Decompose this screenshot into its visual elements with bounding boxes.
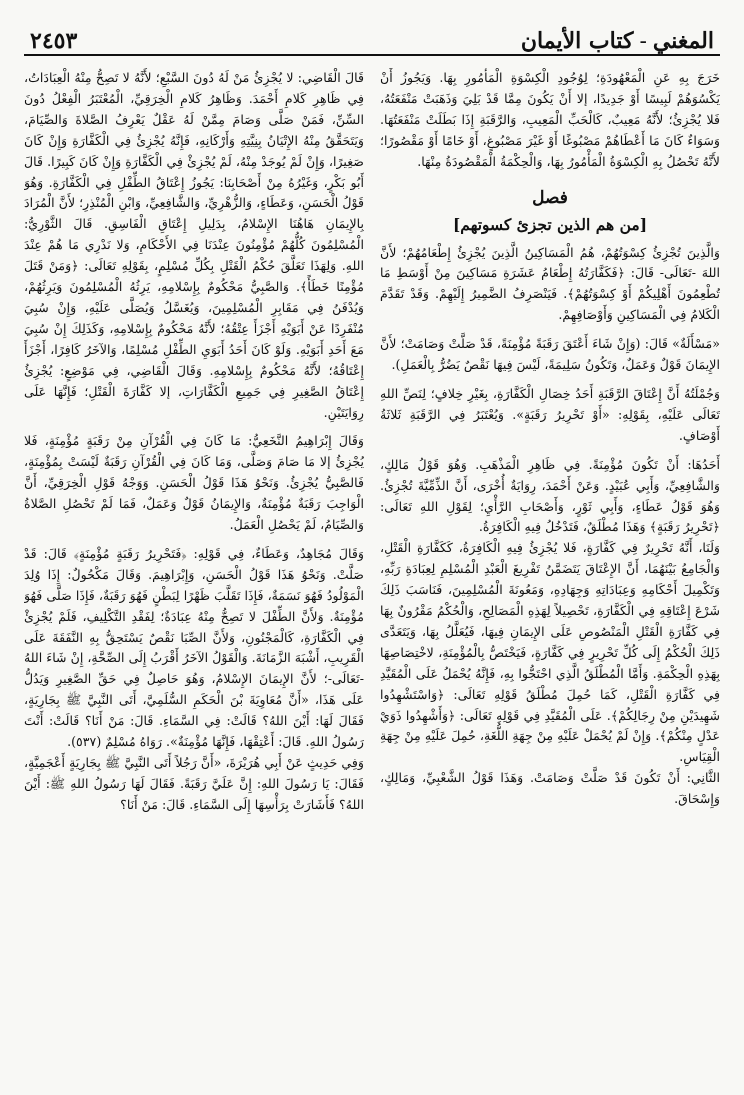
- left-paragraph: وَقَالَ مُجَاهِدٌ، وَعَطَاءٌ، فِي قَوْلِهِ: ﴿فَتَحْرِيرُ رَقَبَةٍ مُؤْمِنَةٍ﴾ قَالَ: قَدْ صَلَّتْ. وَنَحْوُ هَذَا قَوْلُ الْحَسَنِ، وَإِبْرَاهِيمَ. وَقَالَ مَكْحُولٌ: إِذَا وُلِدَ الْمَوْلُودُ فَهُوَ نَسَمَةٌ، فَإِذَا تَقَلَّبَ ظَهْرًا لِبَطْنٍ فَهُوَ رَقَبَةٌ، فَإِذَا صَلَّى فَهُوَ مُؤْمِنَةٌ. وَلأَنَّ الطِّفْلَ لا تَصِحُّ مِنْهُ عِبَادَةٌ؛ لِفَقْدِ التَّكْلِيفِ، فَلَمْ يُجْزِئْ فِي الْكَفَّارَةِ، كَالْمَجْنُونِ، وَلأَنَّ الصِّبَا نَقْصٌ يَسْتَحِقُّ بِهِ النَّفَقَةَ عَلَى الْقَرِيبِ، أَشْبَهَ الزَّمَانَةَ. وَالْقَوْلُ الآخَرُ أَقْرَبُ إِلَى الصِّحَّةِ، إِنْ شَاءَ اللهُ -تَعَالَى-؛ لأَنَّ الإِيمَانَ الإِسْلامُ، وَهُوَ حَاصِلٌ فِي حَقِّ الصَّغِيرِ وَيَدُلُّ عَلَى هَذَا، «أَنَّ مُعَاوِيَةَ بْنَ الْحَكَمِ السُّلَمِيَّ، أَتَى النَّبِيَّ ﷺ بِجَارِيَةٍ، فَقَالَ لَهَا: أَيْنَ اللهُ؟ قَالَتْ: فِي السَّمَاءِ. قَالَ: مَنْ أَنَا؟ قَالَتْ: أَنْتَ رَسُولُ اللهِ. قَالَ: أَعْتِقْهَا، فَإِنَّهَا مُؤْمِنَةٌ». رَوَاهُ مُسْلِمٌ (٥٣٧).: [24, 545, 364, 750]
- right-paragraph: الثَّانِي: أَنْ تَكُونَ قَدْ صَلَّتْ وَصَامَتْ. وَهَذَا قَوْلُ الشَّعْبِيِّ، وَمَالِكٍ، وَإِسْحَاقَ.: [380, 770, 720, 807]
- page-header: [24, 20, 720, 56]
- section-heading: فصل: [532, 187, 568, 208]
- book-name: المغني: [652, 28, 714, 54]
- section-subheading: [من هم الذين تجزئ كسوتهم]: [452, 214, 648, 234]
- chapter-name: كتاب الأيمان: [520, 28, 634, 54]
- right-paragraph: وَلَنَا، أَنَّهُ تَحْرِيرٌ فِي كَفَّارَةٍ، فَلا يُجْزِئُ فِيهِ الْكَافِرَةُ، كَكَفَّارَةِ الْقَتْلِ، وَالْجَامِعُ بَيْنَهُمَا، أَنَّ الإِعْتَاقَ يَتَضَمَّنُ تَفْرِيغَ الْعَبْدِ الْمُسْلِمِ لِعِبَادَةِ رَبِّهِ، وَتَكْمِيلَ أَحْكَامِهِ وَعِبَادَاتِهِ وَجِهَادِهِ، وَمَعُونَةَ الْمُسْلِمِينَ، فَنَاسَبَ ذَلِكَ شَرْعَ إِعْتَاقِهِ فِي الْكَفَّارَةِ، تَحْصِيلاً لِهَذِهِ الْمَصَالِحِ، وَالْحُكْمُ مَقْرُونٌ بِهَا فِي كَفَّارَةِ الْقَتْلِ الْمَنْصُوصِ عَلَى الإِيمَانِ فِيهَا، فَيُعَلَّلُ بِهَا، وَيَتَعَدَّى ذَلِكَ الْحُكْمُ إِلَى كُلِّ تَحْرِيرٍ فِي كَفَّارَةٍ، فَيَخْتَصُّ بِالْمُؤْمِنَةِ، لاخْتِصَاصِهَا بِهَذِهِ الْحِكْمَةِ. وَأَمَّا الْمُطْلَقُ الَّذِي احْتَجُّوا بِهِ، فَإِنَّهُ يُحْمَلُ عَلَى الْمُقَيَّدِ فِي كَفَّارَةِ الْقَتْلِ، كَمَا حُمِلَ مُطْلَقُ قَوْلِهِ تَعَالَى: ﴿وَاسْتَشْهِدُوا شَهِيدَيْنِ مِنْ رِجَالِكُمْ﴾. عَلَى الْمُقَيَّدِ فِي قَوْلِهِ تَعَالَى: ﴿وَأَشْهِدُوا ذَوَيْ عَدْلٍ مِنْكُمْ﴾. وَإِنْ لَمْ يُحْمَلْ عَلَيْهِ مِنْ جِهَةِ اللُّغَةِ، حُمِلَ عَلَيْهِ مِنْ جِهَةِ الْقِيَاسِ.: [380, 540, 720, 765]
- left-column: [24, 68, 364, 1078]
- page-number: ٢٤٥٣: [30, 28, 78, 54]
- right-paragraph: خَرَجَ بِهِ عَنِ الْمَعْهُودَةِ؛ لِوُجُودِ الْكِسْوَةِ الْمَأْمُورِ بِهَا. وَيَجُوزُ أَنْ يَكْسُوَهُمْ لَبِيسًا أَوْ جَدِيدًا، إلا أَنْ يَكُونَ مِمَّا قَدْ بَلِيَ وَذَهَبَتْ مَنْفَعَتُهُ، فَلا يُجْزِئُ؛ لأَنَّهُ مَعِيبٌ، كَالْحَبِّ الْمَعِيبِ، وَالرَّقَبَةِ إِذَا بَطَلَتْ مَنْفَعَتُهَا. وَسَوَاءٌ كَانَ مَا أَعْطَاهُمْ مَصْبُوغًا أَوْ غَيْرَ مَصْبُوغٍ، أَوْ خَامًا أَوْ مَقْصُورًا؛ لأَنَّهُ تَحْصُلُ بِهِ الْكِسْوَةُ الْمَأْمُورُ بِهَا، وَالْحِكْمَةُ الْمَقْصُودَةُ مِنْهَا.: [380, 70, 720, 169]
- left-paragraph: وَفِي حَدِيثٍ عَنْ أَبِي هُرَيْرَةَ، «أَنَّ رَجُلاً أَتَى النَّبِيَّ ﷺ بِجَارِيَةٍ أَعْجَمِيَّةٍ، فَقَالَ: يَا رَسُولَ اللهِ: إِنَّ عَلَيَّ رَقَبَةً. فَقَالَ لَهَا رَسُولُ اللهِ ﷺ: أَيْنَ اللهُ؟ فَأَشَارَتْ بِرَأْسِهَا إِلَى السَّمَاءِ. قَالَ: مَنْ أَنَا؟: [24, 755, 364, 812]
- running-title: المغني-كتاب الأيمان: [520, 28, 714, 54]
- right-paragraph: «مَسْأَلَةٌ» قَالَ: (وَإِنْ شَاءَ أَعْتَقَ رَقَبَةً مُؤْمِنَةً، قَدْ صَلَّتْ وَصَامَتْ؛ لأَنَّ الإِيمَانَ قَوْلٌ وَعَمَلٌ، وَتَكُونُ سَلِيمَةً، لَيْسَ فِيهَا نَقْصٌ يَضُرُّ بِالْعَمَلِ).: [380, 336, 720, 373]
- right-column: [380, 68, 720, 1078]
- right-paragraph: أَحَدُهَا: أَنْ تَكُونَ مُؤْمِنَةً. فِي ظَاهِرِ الْمَذْهَبِ. وَهُوَ قَوْلُ مَالِكٍ، وَالشَّافِعِيِّ، وَأَبِي عُبَيْدٍ. وَعَنْ أَحْمَدَ، رِوَايَةٌ أُخْرَى، أَنَّ الذِّمِّيَّةَ تُجْزِئُ. وَهُوَ قَوْلُ عَطَاءٍ، وَأَبِي ثَوْرٍ، وَأَصْحَابِ الرَّأْيِ؛ لِقَوْلِ اللهِ تَعَالَى: ﴿تَحْرِيرُ رَقَبَةٍ﴾ وَهَذَا مُطْلَقٌ، فَتَدْخُلُ فِيهِ الْكَافِرَةُ.: [380, 456, 720, 535]
- text-columns: [24, 68, 720, 1078]
- left-paragraph: قَالَ الْقَاضِي: لا يُجْزِئُ مَنْ لَهُ دُونَ السَّبْعِ؛ لأَنَّهُ لا تَصِحُّ مِنْهُ الْعِبَادَاتُ، فِي ظَاهِرِ كَلامِ أَحْمَدَ. وَظَاهِرُ كَلامِ الْخِرَقِيِّ، الْمُعْتَبَرُ الْفِعْلُ دُونَ السِّنِّ، فَمَنْ صَلَّى وَصَامَ مِمَّنْ لَهُ عَقْلٌ يَعْرِفُ الصَّلاةَ وَالصِّيَامَ، وَيَتَحَقَّقُ مِنْهُ الإِتْيَانُ بِنِيَّتِهِ وَأَرْكَانِهِ، فَإِنَّهُ يُجْزِئُ فِي الْكَفَّارَةِ وَإِنْ كَانَ صَغِيرًا، وَإِنْ لَمْ يُوجَدْ مِنْهُ، لَمْ يُجْزِئْ فِي الْكَفَّارَةِ وَإِنْ كَانَ كَبِيرًا. قَالَ أَبُو بَكْرٍ، وَغَيْرُهُ مِنْ أَصْحَابِنَا: يَجُوزُ إِعْتَاقُ الطِّفْلِ فِي الْكَفَّارَةِ. وَهُوَ قَوْلُ الْحَسَنِ، وَعَطَاءٍ، وَالزُّهْرِيِّ، وَالشَّافِعِيِّ، وَابْنِ الْمُنْذِرِ؛ لأَنَّ الْمُرَادَ بِالإِيمَانِ هَاهُنَا الإِسْلامُ، بِدَلِيلِ إِعْتَاقِ الْفَاسِقِ. قَالَ الثَّوْرِيُّ: الْمُسْلِمُونَ كُلُّهُمْ مُؤْمِنُونَ عِنْدَنَا فِي الأَحْكَامِ، وَلا نَدْرِي مَا هُمْ عِنْدَ اللهِ. وَلِهَذَا تَعَلَّقَ حُكْمُ الْقَتْلِ بِكُلِّ مُسْلِمٍ، بِقَوْلِهِ تَعَالَى: ﴿وَمَنْ قَتَلَ مُؤْمِنًا خَطَأً﴾. وَالصَّبِيُّ مَحْكُومٌ بِإِسْلامِهِ، يَرِثُهُ الْمُسْلِمُونَ وَيَرِثُهُمْ، وَيُدْفَنُ فِي مَقَابِرِ الْمُسْلِمِينَ، وَيُغَسَّلُ وَيُصَلَّى عَلَيْهِ، وَإِنْ سُبِيَ مُنْفَرِدًا عَنْ أَبَوَيْهِ أَجْزَأَ عِتْقُهُ؛ لأَنَّهُ مَحْكُومٌ بِإِسْلامِهِ، وَكَذَلِكَ إِنْ سُبِيَ مَعَ أَحَدِ أَبَوَيْهِ. وَلَوْ كَانَ أَحَدُ أَبَوَيِ الطِّفْلِ مُسْلِمًا، وَالآخَرُ كَافِرًا، أَجْزَأَ إِعْتَاقُهُ؛ لأَنَّهُ مَحْكُومٌ بِإِسْلامِهِ. وَقَالَ الْقَاضِي، فِي مَوْضِعٍ: يُجْزِئُ إِعْتَاقُ الصَّغِيرِ فِي جَمِيعِ الْكَفَّارَاتِ، إلا كَفَّارَةَ الْقَتْلِ؛ فَإِنَّهَا عَلَى رِوَايَتَيْنِ.: [24, 70, 364, 420]
- left-paragraph: وَقَالَ إِبْرَاهِيمُ النَّخَعِيُّ: مَا كَانَ فِي الْقُرْآنِ مِنْ رَقَبَةٍ مُؤْمِنَةٍ، فَلا يُجْزِئُ إلا مَا صَامَ وَصَلَّى، وَمَا كَانَ فِي الْقُرْآنِ رَقَبَةٌ لَيْسَتْ بِمُؤْمِنَةٍ، فَالصَّبِيُّ يُجْزِئُ. وَنَحْوُ هَذَا قَوْلُ الْحَسَنِ. وَوَجْهُ قَوْلِ الْخِرَقِيِّ، أَنَّ الْوَاجِبَ رَقَبَةٌ مُؤْمِنَةٌ، وَالإِيمَانُ قَوْلٌ وَعَمَلٌ، فَمَا لَمْ تَحْصُلِ الصَّلاةُ وَالصِّيَامُ، لَمْ يَحْصُلِ الْعَمَلُ.: [24, 433, 364, 533]
- right-paragraph: وَالَّذِينَ تُجْزِئُ كِسْوَتُهُمْ، هُمُ الْمَسَاكِينُ الَّذِينَ يُجْزِئُ إِطْعَامُهُمْ؛ لأَنَّ اللهَ -تَعَالَى- قَالَ: ﴿فَكَفَّارَتُهُ إِطْعَامُ عَشَرَةِ مَسَاكِينَ مِنْ أَوْسَطِ مَا تُطْعِمُونَ أَهْلِيكُمْ أَوْ كِسْوَتُهُمْ﴾. فَيَنْصَرِفُ الضَّمِيرُ إِلَيْهِمْ. وَقَدْ تَقَدَّمَ الْكَلامُ فِي الْمَسَاكِينِ وَأَوْصَافِهِمْ.: [380, 244, 720, 323]
- right-paragraph: وَجُمْلَتُهُ أَنَّ إِعْتَاقَ الرَّقَبَةِ أَحَدُ خِصَالِ الْكَفَّارَةِ، بِغَيْرِ خِلافٍ؛ لِنَصِّ اللهِ تَعَالَى عَلَيْهِ، بِقَوْلِهِ: «أَوْ تَحْرِيرُ رَقَبَةٍ». وَيُعْتَبَرُ فِي الرَّقَبَةِ ثَلاثَةُ أَوْصَافٍ.: [380, 385, 720, 443]
